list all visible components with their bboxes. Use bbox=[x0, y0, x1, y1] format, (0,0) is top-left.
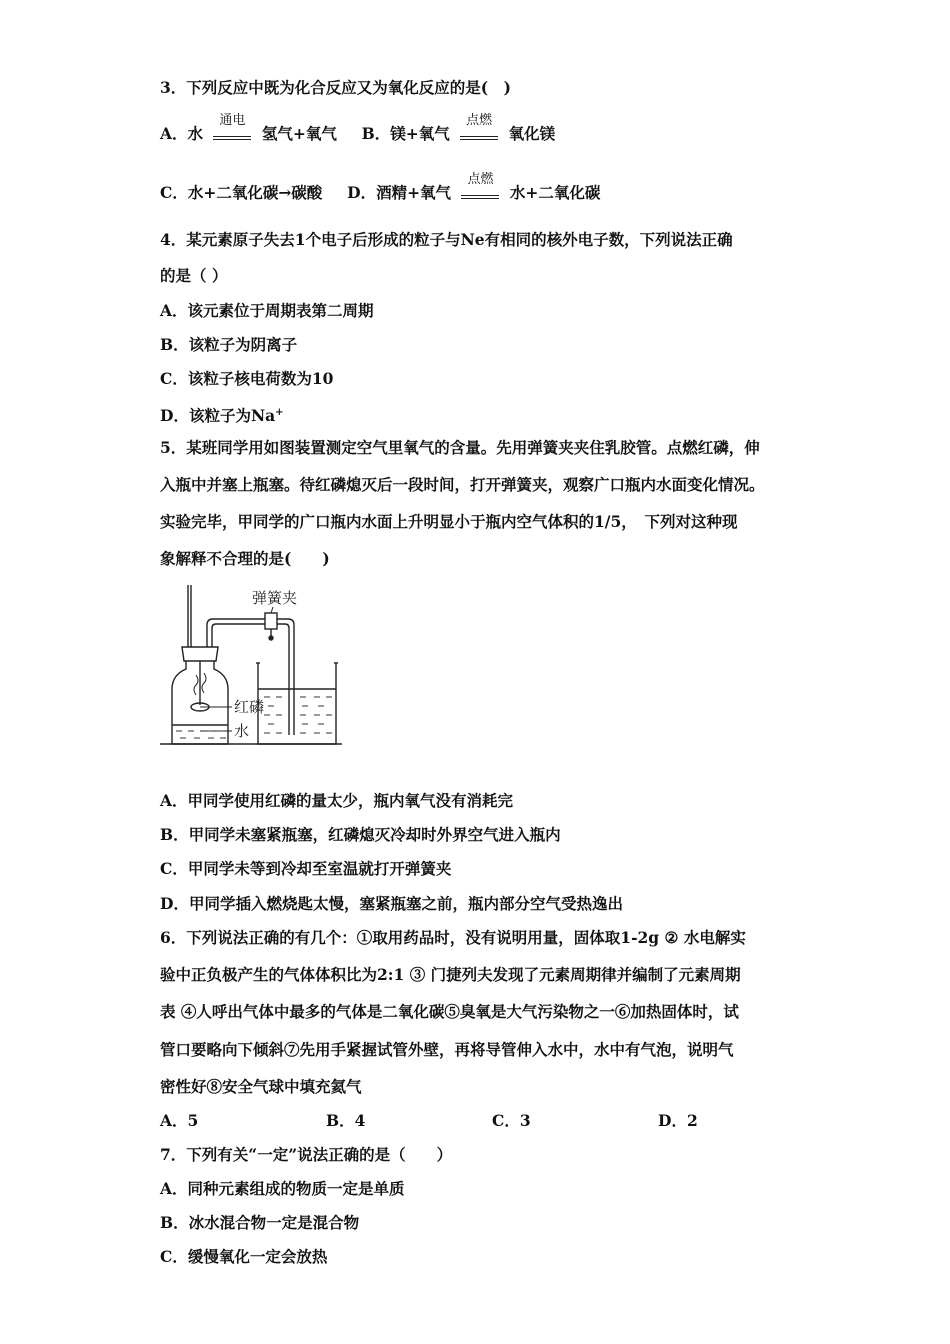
q3-option-d-prefix: D．酒精+氧气 bbox=[347, 183, 452, 202]
water-label: 水 bbox=[234, 722, 250, 740]
q5-stem-line3: 实验完毕，甲同学的广口瓶内水面上升明显小于瓶内空气体积的1/5， 下列对这种现 bbox=[160, 512, 738, 531]
q3-option-a-prefix: A．水 bbox=[160, 124, 204, 143]
q4-option-d bbox=[160, 403, 284, 426]
spring-clip-body bbox=[265, 613, 277, 629]
q6-stem-line4: 管口要略向下倾斜⑦先用手紧握试管外壁，再将导管伸入水中，水中有气泡，说明气 bbox=[160, 1040, 734, 1059]
bottle-water-dashes bbox=[176, 731, 226, 738]
q6-option-a: A．5 bbox=[160, 1111, 199, 1130]
q6-stem-line5: 密性好⑧安全气球中填充氦气 bbox=[160, 1077, 362, 1096]
q4-stem-line1: 4．某元素原子失去1个电子后形成的粒子与Ne有相同的核外电子数，下列说法正确 bbox=[160, 230, 733, 249]
q4-option-a: A．该元素位于周期表第二周期 bbox=[160, 301, 374, 320]
q5-stem-line2: 入瓶中并塞上瓶塞。待红磷熄灭后一段时间，打开弹簧夹，观察广口瓶内水面变化情况。 bbox=[160, 475, 765, 494]
q3-option-c: C．水+二氧化碳→碳酸 bbox=[160, 183, 323, 202]
beaker-water-dashes bbox=[264, 697, 332, 733]
q4-option-d-charge: + bbox=[275, 407, 284, 418]
q5-option-c: C．甲同学未等到冷却至室温就打开弹簧夹 bbox=[160, 859, 452, 878]
q3-option-b-prefix: B．镁+氧气 bbox=[361, 124, 450, 143]
q5-option-a: A．甲同学使用红磷的量太少，瓶内氧气没有消耗完 bbox=[160, 791, 514, 810]
q3-option-a-condition-text: 通电 bbox=[219, 113, 246, 128]
q3-options-cd bbox=[160, 172, 601, 204]
q3-option-b-condition bbox=[459, 113, 499, 145]
q3-option-d-suffix: 水+二氧化碳 bbox=[509, 183, 601, 202]
q3-stem: 3．下列反应中既为化合反应又为氧化反应的是( ) bbox=[160, 78, 511, 97]
q6-stem-line1: 6．下列说法正确的有几个：①取用药品时，没有说明用量，固体取1-2g ② 水电解实 bbox=[160, 928, 746, 947]
q5-stem-line4: 象解释不合理的是( ) bbox=[160, 549, 330, 568]
q6-option-b: B．4 bbox=[326, 1111, 366, 1130]
q4-option-b: B．该粒子为阴离子 bbox=[160, 335, 298, 354]
q5-option-d: D．甲同学插入燃烧匙太慢，塞紧瓶塞之前，瓶内部分空气受热逸出 bbox=[160, 894, 623, 913]
q6-option-d: D．2 bbox=[658, 1111, 698, 1130]
q3-options-ab bbox=[160, 113, 556, 145]
q6-stem-line3: 表 ④人呼出气体中最多的气体是二氧化碳⑤臭氧是大气污染物之一⑥加热固体时，试 bbox=[160, 1002, 739, 1021]
q3-option-b-suffix: 氧化镁 bbox=[508, 124, 556, 143]
connecting-tube bbox=[207, 619, 294, 735]
q7-option-a: A．同种元素组成的物质一定是单质 bbox=[160, 1179, 405, 1198]
spring-clip-label: 弹簧夹 bbox=[252, 589, 298, 607]
bottle-stopper bbox=[182, 647, 218, 661]
red-phosphorus-label: 红磷 bbox=[234, 698, 265, 716]
q6-option-c: C．3 bbox=[492, 1111, 531, 1130]
q3-option-b-condition-text: 点燃 bbox=[466, 113, 493, 128]
q3-option-a-condition bbox=[212, 113, 252, 145]
q4-option-c: C．该粒子核电荷数为10 bbox=[160, 369, 334, 388]
q4-option-d-text: D．该粒子为Na bbox=[160, 406, 276, 426]
q7-stem: 7．下列有关“一定”说法正确的是（ ） bbox=[160, 1145, 453, 1164]
q6-stem-line2: 验中正负极产生的气体体积比为2:1 ③ 门捷列夫发现了元素周期律并编制了元素周期 bbox=[160, 965, 741, 984]
q3-option-d-condition bbox=[460, 172, 500, 204]
q3-option-d-condition-text: 点燃 bbox=[467, 172, 494, 187]
q6-options bbox=[160, 1111, 824, 1131]
beaker bbox=[258, 663, 336, 744]
q5-option-b: B．甲同学未塞紧瓶塞，红磷熄灭冷却时外界空气进入瓶内 bbox=[160, 825, 561, 844]
q4-stem-line2: 的是（ ） bbox=[160, 266, 228, 285]
q7-option-b: B．冰水混合物一定是混合物 bbox=[160, 1213, 360, 1232]
q3-option-a-suffix: 氢气+氧气 bbox=[261, 124, 337, 143]
q5-stem-line1: 5．某班同学用如图装置测定空气里氧气的含量。先用弹簧夹夹住乳胶管。点燃红磷，伸 bbox=[160, 438, 760, 457]
q7-option-c: C．缓慢氧化一定会放热 bbox=[160, 1247, 328, 1266]
q5-apparatus-figure bbox=[160, 585, 350, 755]
